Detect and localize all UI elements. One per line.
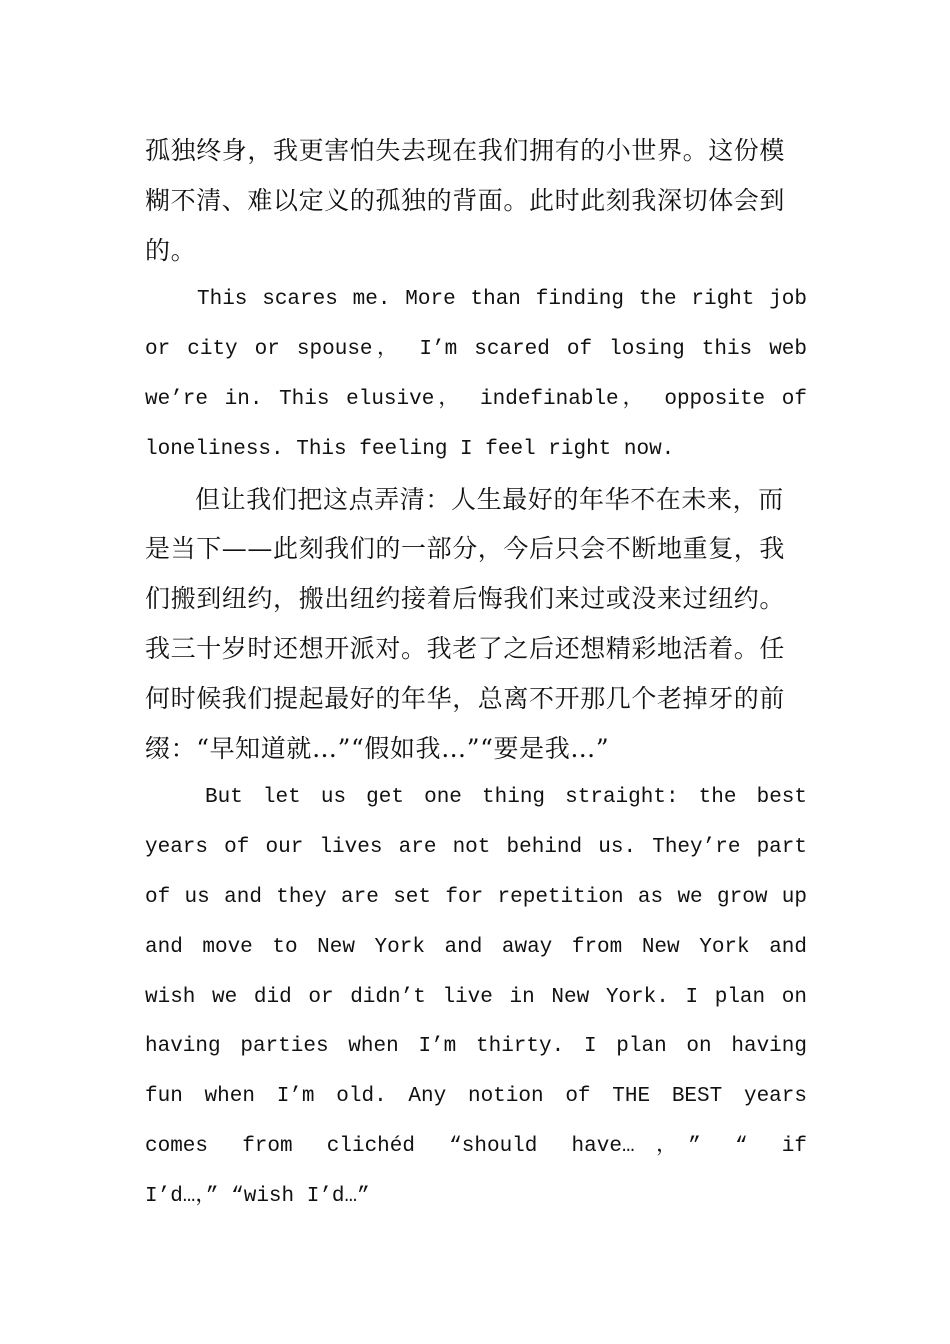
text-line: having parties when I’m thirty. I plan on having — [145, 1035, 807, 1059]
text-line: and move to New York and away from New York and — [145, 935, 807, 959]
text-line: But let us get one thing straight: the best — [205, 786, 807, 810]
text-line: 是当下——此刻我们的一部分，今后只会不断地重复，我 — [145, 534, 786, 564]
text-line: loneliness. This feeling I feel right now. — [145, 437, 675, 461]
text-line: years of our lives are not behind us. They’re part — [145, 836, 807, 860]
text-line: wish we did or didn’t live in New York. I plan on — [145, 985, 807, 1009]
paragraph-zh-1 — [145, 126, 807, 275]
text-line: 糊不清、难以定义的孤独的背面。此时此刻我深切体会到 — [145, 185, 786, 215]
text-line: 何时候我们提起最好的年华，总离不开那几个老掉牙的前 — [145, 683, 786, 713]
text-line: 们搬到纽约，搬出纽约接着后悔我们来过或没来过纽约。 — [145, 584, 786, 614]
text-line: 但让我们把这点弄清：人生最好的年华不在未来，而 — [195, 484, 784, 514]
text-line: This scares me. More than finding the right job — [197, 288, 807, 312]
document-page — [145, 126, 807, 1222]
text-line: 的。 — [145, 235, 197, 265]
paragraph-zh-2 — [145, 475, 807, 774]
paragraph-en-1 — [145, 275, 807, 474]
text-line: comes from clichéd “should have…，” “ if — [145, 1134, 807, 1158]
text-line: we’re in. This elusive， indefinable， opposite of — [145, 387, 807, 411]
text-line: of us and they are set for repetition as we grow up — [145, 885, 807, 909]
text-line: I’d…，” “wish I’d…” — [145, 1184, 370, 1208]
paragraph-en-2 — [145, 773, 807, 1221]
text-line: 缀：“早知道就…”“假如我…”“要是我…” — [145, 733, 610, 763]
text-line: 孤独终身，我更害怕失去现在我们拥有的小世界。这份模 — [145, 136, 786, 165]
text-line: fun when I’m old. Any notion of THE BEST years — [145, 1085, 807, 1109]
text-line: 我三十岁时还想开派对。我老了之后还想精彩地活着。任 — [145, 633, 786, 663]
text-line: or city or spouse， I’m scared of losing this web — [145, 338, 807, 362]
